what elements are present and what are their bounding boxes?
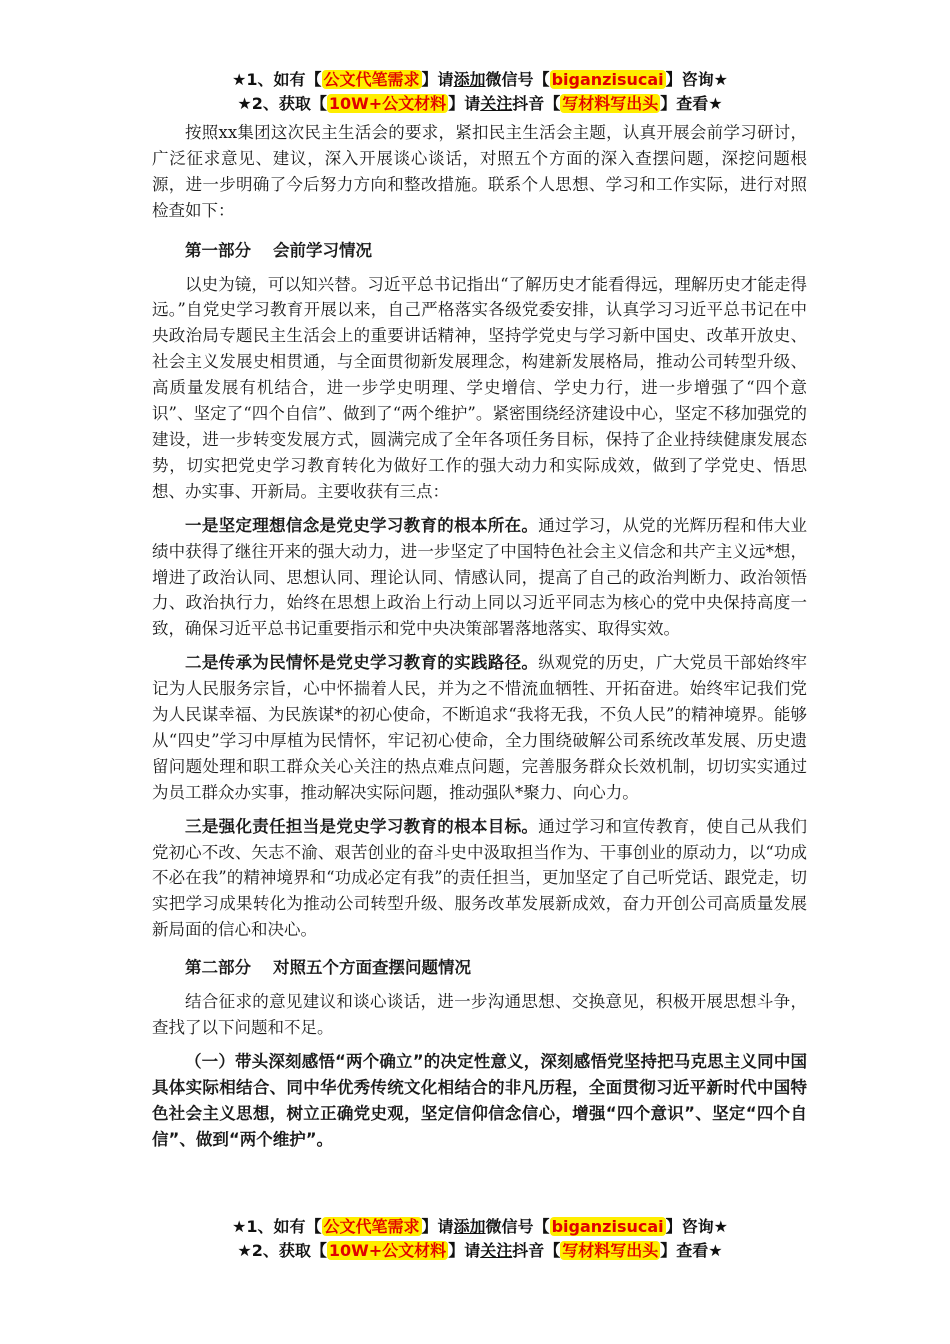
- banner-line-1: ★1、如有【 公文代笔需求 】请添加微信号【 biganzisucai 】咨询★: [232, 1217, 728, 1236]
- bottom-banner: [130, 1215, 830, 1263]
- banner-highlight: 公文代笔需求: [323, 1217, 420, 1236]
- banner-line-1: ★1、如有【 公文代笔需求 】请添加微信号【 biganzisucai 】咨询★: [232, 70, 728, 89]
- section-heading-part2: 第二部分 对照五个方面查摆问题情况: [185, 958, 471, 978]
- banner-line-2: ★2、获取【 10W+公文材料 】请关注抖音【 写材料写出头 】查看★: [237, 94, 723, 113]
- banner-douyin-id: 写材料写出头: [562, 94, 659, 113]
- top-banner: [130, 68, 830, 116]
- item-heading-1: （一）带头深刻感悟“两个确立”的决定性意义，深刻感悟党坚持把马克思主义同中国具体实际相结合、同中华优秀传统文化相结合的非凡历程，全面贯彻习近平新时代中国特色社会主义思想，树立正确党史观，坚定信仰信念信心，增强“四个意识”、坚定“四个自信”、做到“两个维护”。: [152, 1051, 807, 1149]
- banner-highlight: 10W+公文材料: [328, 94, 447, 113]
- section-heading-part1: 第一部分 会前学习情况: [185, 240, 372, 260]
- paragraph: 结合征求的意见建议和谈心谈话，进一步沟通思想、交换意见，积极开展思想斗争，查找了以下问题和不足。: [152, 992, 807, 1037]
- banner-highlight: 10W+公文材料: [328, 1241, 447, 1260]
- banner-douyin-id: 写材料写出头: [562, 1241, 659, 1260]
- banner-wechat-id: biganzisucai: [551, 1217, 664, 1236]
- paragraph-point-3: 三是强化责任担当是党史学习教育的根本目标。通过学习和宣传教育，使自己从我们党初心不改、矢志不渝、艰苦创业的奋斗史中汲取担当作为、干事创业的原动力，以“功成不必在我”的精神境界和“功成必定有我”的责任担当，更加坚定了自己听党话、跟党走，切实把学习成果转化为推动公司转型升级、服务改革发展新成效，奋力开创公司高质量发展新局面的信心和决心。: [152, 816, 808, 940]
- banner-line-2: ★2、获取【 10W+公文材料 】请关注抖音【 写材料写出头 】查看★: [237, 1241, 723, 1260]
- banner-wechat-id: biganzisucai: [551, 70, 664, 89]
- paragraph-point-2: 二是传承为民情怀是党史学习教育的实践路径。纵观党的历史，广大党员干部始终牢记为人民服务宗旨，心中怀揣着人民，并为之不惜流血牺牲、开拓奋进。始终牢记我们党为人民谋幸福、为民族谋*的初心使命，不断追求“我将无我，不负人民”的精神境界。能够从“四史”学习中厚植为民情怀，牢记初心使命，全力围绕破解公司系统改革发展、历史遗留问题处理和职工群众关心关注的热点难点问题，完善服务群众长效机制，切切实实通过为员工群众办实事，推动解决实际问题，推动强队*聚力、向心力。: [152, 653, 808, 802]
- paragraph-point-1: 一是坚定理想信念是党史学习教育的根本所在。通过学习，从党的光辉历程和伟大业绩中获得了继往开来的强大动力，进一步坚定了中国特色社会主义信念和共产主义远*想，增进了政治认同、思想认同、理论认同、情感认同，提高了自己的政治判断力、政治领悟力、政治执行力，始终在思想上政治上行动上同以习近平同志为核心的党中央保持高度一致，确保习近平总书记重要指示和党中央决策部署落地落实、取得实效。: [152, 515, 808, 639]
- paragraph: 以史为镜，可以知兴替。习近平总书记指出“了解历史才能看得远，理解历史才能走得远。”自党史学习教育开展以来，自己严格落实各级党委安排，认真学习习近平总书记在中央政治局专题民主生活会上的重要讲话精神，坚持学党史与学习新中国史、改革开放史、社会主义发展史相贯通，与全面贯彻新发展理念，构建新发展格局，推动公司转型升级、高质量发展有机结合，进一步学史明理、学史增信、学史力行，进一步增强了“四个意识”、坚定了“四个自信”、做到了“两个维护”。紧密围绕经济建设中心，坚定不移加强党的建设，进一步转变发展方式，圆满完成了全年各项任务目标，保持了企业持续健康发展态势，切实把党史学习教育转化为做好工作的强大动力和实际成效，做到了学党史、悟思想、办实事、开新局。主要收获有三点：: [152, 274, 807, 501]
- banner-highlight: 公文代笔需求: [323, 70, 420, 89]
- intro-paragraph: 按照xx集团这次民主生活会的要求，紧扣民主生活会主题，认真开展会前学习研讨，广泛征求意见、建议，深入开展谈心谈话，对照五个方面的深入查摆问题，深挖问题根源，进一步明确了今后努力方向和整改措施。联系个人思想、学习和工作实际，进行对照检查如下：: [152, 123, 807, 220]
- document-body: [152, 120, 807, 1153]
